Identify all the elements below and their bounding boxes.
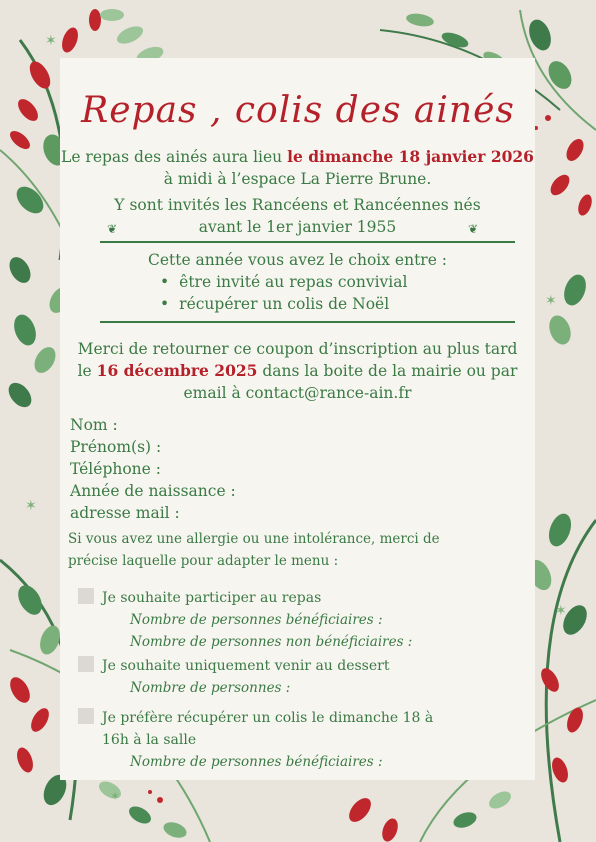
option-repas-beneficiaires: Nombre de personnes bénéficiaires : bbox=[130, 612, 383, 628]
allergy-text: Si vous avez une allergie ou une intolérance, merci de précise laquelle pour adapter le menu : bbox=[68, 531, 440, 569]
return-line-2 bbox=[60, 360, 535, 382]
option-dessert-label: Je souhaite uniquement venir au dessert bbox=[102, 658, 390, 674]
intro-text-start: Le repas des ainés aura lieu bbox=[61, 148, 288, 166]
choice-intro: Cette année vous avez le choix entre : bbox=[147, 251, 448, 269]
deadline-date: 16 décembre 2025 bbox=[96, 361, 258, 380]
return-le: le bbox=[77, 362, 97, 380]
field-annee-naissance[interactable]: Année de naissance : bbox=[70, 482, 236, 500]
divider-bottom bbox=[100, 321, 515, 323]
registration-fields bbox=[70, 414, 236, 524]
field-nom[interactable]: Nom : bbox=[70, 416, 118, 434]
sprig-icon-right: ❦ bbox=[468, 222, 479, 236]
option-repas bbox=[78, 587, 498, 653]
option-repas-non-beneficiaires: Nombre de personnes non bénéficiaires : bbox=[130, 634, 413, 650]
sprig-icon-left: ❦ bbox=[107, 222, 118, 236]
choice-item: • être invité au repas convivial bbox=[160, 271, 407, 293]
choice-list bbox=[160, 271, 407, 315]
option-colis-label: Je préfère récupérer un colis le dimanche 18 à 16h à la salle bbox=[102, 710, 434, 748]
event-date: le dimanche 18 janvier 2026 bbox=[287, 147, 534, 166]
svg-text:✶: ✶ bbox=[45, 33, 57, 49]
intro-paragraph bbox=[60, 146, 535, 190]
svg-text:✶: ✶ bbox=[545, 293, 557, 309]
svg-text:✶: ✶ bbox=[25, 498, 37, 514]
choice-item: • récupérer un colis de Noël bbox=[160, 293, 407, 315]
checkbox-colis[interactable] bbox=[78, 708, 94, 724]
field-adresse-mail[interactable]: adresse mail : bbox=[70, 504, 180, 522]
svg-text:✶: ✶ bbox=[110, 789, 121, 803]
option-colis bbox=[78, 707, 463, 773]
return-text-end: dans la boite de la mairie ou par bbox=[257, 362, 518, 380]
invite-line-1: Y sont invités les Rancéens et Rancéennes nés bbox=[114, 196, 481, 214]
intro-text-end: à midi à l’espace La Pierre Brune. bbox=[163, 170, 432, 188]
return-line-1: Merci de retourner ce coupon d’inscription au plus tard bbox=[77, 340, 518, 358]
divider-top bbox=[100, 241, 515, 243]
page-title: Repas , colis des ainés bbox=[81, 90, 515, 131]
field-prenom[interactable]: Prénom(s) : bbox=[70, 438, 162, 456]
option-dessert bbox=[78, 655, 498, 699]
checkbox-repas[interactable] bbox=[78, 588, 94, 604]
checkbox-dessert[interactable] bbox=[78, 656, 94, 672]
option-dessert-personnes: Nombre de personnes : bbox=[130, 680, 291, 696]
left-middle-leaves bbox=[4, 312, 60, 412]
option-colis-beneficiaires: Nombre de personnes bénéficiaires : bbox=[130, 754, 383, 770]
option-repas-label: Je souhaite participer au repas bbox=[102, 590, 322, 606]
return-line-3: email à contact@rance-ain.fr bbox=[183, 384, 412, 402]
svg-text:✶: ✶ bbox=[555, 603, 567, 619]
field-telephone[interactable]: Téléphone : bbox=[70, 460, 161, 478]
invite-line-2: avant le 1er janvier 1955 bbox=[198, 218, 397, 236]
